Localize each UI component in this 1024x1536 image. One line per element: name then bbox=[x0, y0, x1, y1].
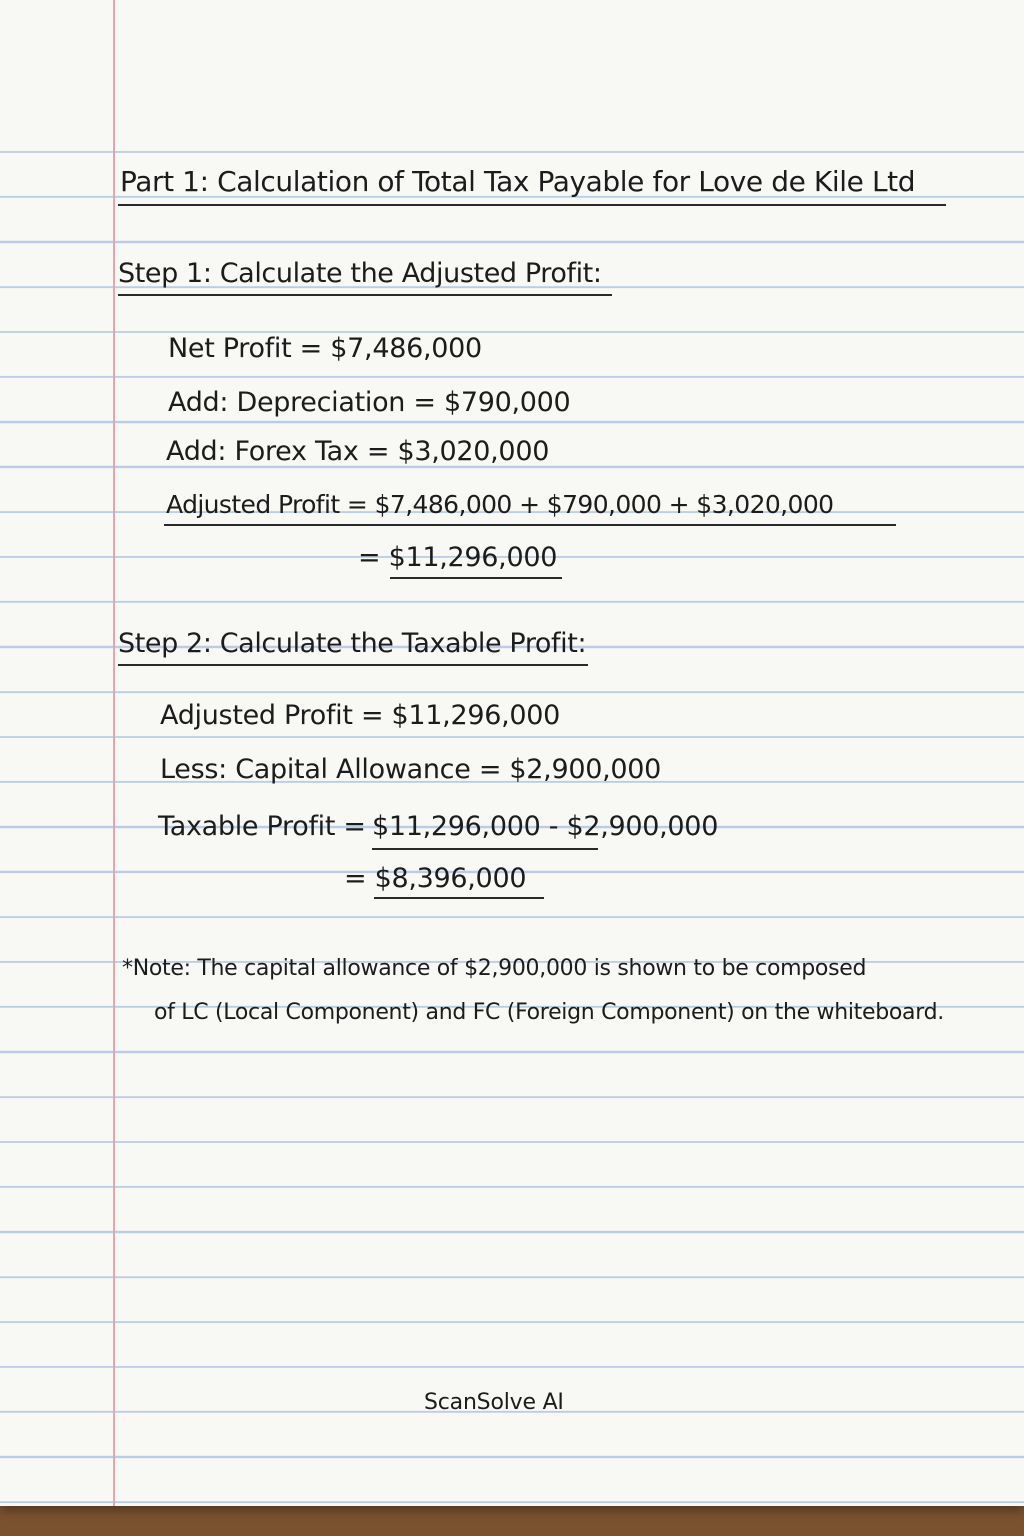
capital-allowance-line: Less: Capital Allowance = $2,900,000 bbox=[160, 754, 662, 785]
depreciation-line: Add: Depreciation = $790,000 bbox=[168, 387, 571, 418]
step1-heading: Step 1: Calculate the Adjusted Profit: bbox=[118, 258, 602, 289]
scansolve-brand: ScanSolve AI bbox=[424, 1390, 564, 1415]
margin-line bbox=[113, 0, 115, 1506]
net-profit-line: Net Profit = $7,486,000 bbox=[168, 333, 482, 364]
note-line-2: of LC (Local Component) and FC (Foreign Component) on the whiteboard. bbox=[154, 1000, 944, 1025]
step2-heading: Step 2: Calculate the Taxable Profit: bbox=[118, 628, 587, 659]
taxable-profit-result-underline bbox=[374, 897, 544, 899]
adjusted-profit-result-underline bbox=[390, 577, 562, 579]
page-title: Part 1: Calculation of Total Tax Payable for Love de Kile Ltd bbox=[120, 165, 916, 198]
taxable-profit-label: Taxable Profit = bbox=[158, 811, 366, 842]
step1-heading-underline bbox=[118, 294, 612, 296]
taxable-profit-result: = $8,396,000 bbox=[344, 863, 527, 894]
taxable-profit-expression: $11,296,000 - $2,900,000 bbox=[372, 811, 719, 842]
step2-heading-underline bbox=[118, 664, 588, 666]
title-underline bbox=[118, 204, 946, 206]
note-line-1: *Note: The capital allowance of $2,900,000 is shown to be composed bbox=[122, 956, 867, 981]
adjusted-profit-result: = $11,296,000 bbox=[358, 542, 558, 573]
adjusted-profit-line: Adjusted Profit = $11,296,000 bbox=[160, 700, 561, 731]
forex-tax-line: Add: Forex Tax = $3,020,000 bbox=[166, 436, 550, 467]
adjusted-profit-formula-underline bbox=[164, 524, 896, 526]
taxable-profit-expression-underline bbox=[372, 848, 598, 850]
adjusted-profit-formula: Adjusted Profit = $7,486,000 + $790,000 + $3,020,000 bbox=[166, 490, 834, 519]
page-header-area bbox=[0, 0, 1024, 150]
